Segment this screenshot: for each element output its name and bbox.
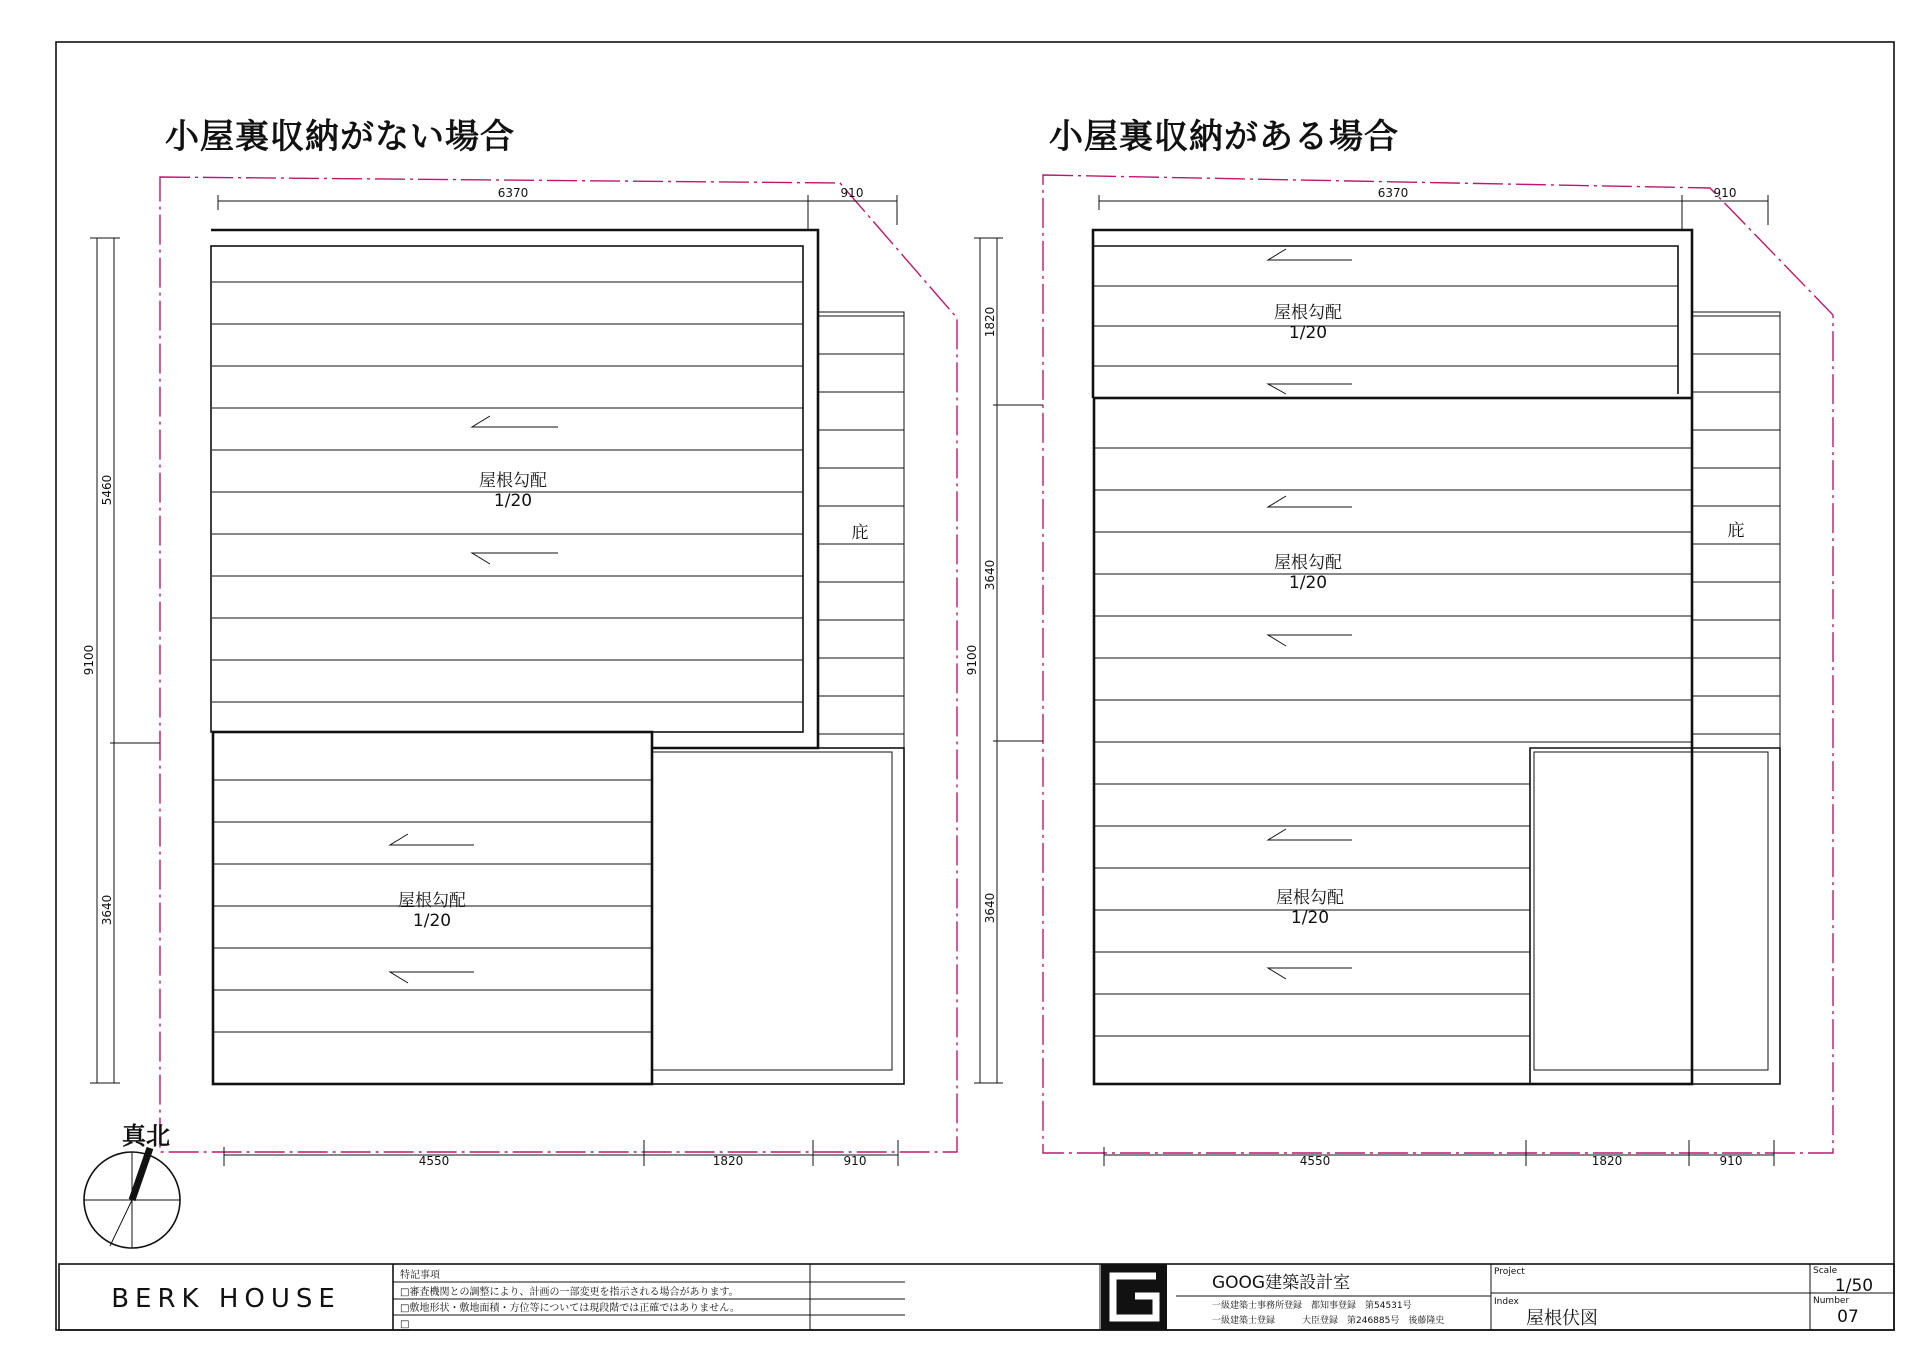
title-block <box>59 1264 1894 1330</box>
dim-left-total: 9100 <box>82 644 96 676</box>
roof-slope-value: 1/20 <box>493 491 533 511</box>
slope-arrow <box>1268 496 1352 507</box>
attic-roof-inner <box>1093 246 1678 394</box>
slope-arrow <box>472 416 558 427</box>
project-name: BERK HOUSE <box>111 1284 341 1314</box>
roof-slope-label: 屋根勾配 <box>479 471 547 491</box>
dim-top-main: 6370 <box>1377 186 1409 200</box>
plan-title: 小屋裏収納がある場合 <box>1049 117 1399 157</box>
number-caption: Number <box>1813 1296 1850 1306</box>
dim-bottom-a: 4550 <box>418 1154 450 1168</box>
garage-inner <box>1534 752 1768 1070</box>
note-line: □審査機関との調整により、計画の一部変更を指示される場合があります。 <box>400 1287 739 1298</box>
main-roof-slats <box>1095 448 1692 1036</box>
slope-arrow <box>390 834 474 845</box>
office-name: GOOG建築設計室 <box>1212 1273 1351 1293</box>
dim-left-mid: 3640 <box>983 559 997 591</box>
note-line: □ <box>400 1319 410 1330</box>
scale-value: 1/50 <box>1834 1276 1874 1296</box>
slope-arrow <box>472 553 558 564</box>
architect-registration: 一級建築士登録 大臣登録 第246885号 後藤隆史 <box>1212 1316 1445 1326</box>
dim-bottom-c: 910 <box>843 1154 867 1168</box>
roof-slope-value: 1/20 <box>1288 573 1328 593</box>
slope-arrow <box>1268 829 1352 840</box>
note-line: □敷地形状・敷地面積・方位等については現段階では正確ではありません。 <box>400 1303 740 1314</box>
roof-slope-label: 屋根勾配 <box>398 891 466 911</box>
index-caption: Index <box>1494 1297 1519 1307</box>
dim-bottom-b: 1820 <box>1591 1154 1623 1168</box>
property-line <box>160 177 957 1152</box>
eave-label: 庇 <box>1727 521 1745 541</box>
dim-left-upper: 1820 <box>983 306 997 338</box>
slope-arrow <box>1268 384 1352 394</box>
plan-title: 小屋裏収納がない場合 <box>165 117 515 157</box>
roof-slope-label: 屋根勾配 <box>1274 303 1342 323</box>
dim-top-right: 910 <box>840 186 864 200</box>
slope-arrow <box>1268 635 1352 646</box>
office-registration: 一級建築士事務所登録 都知事登録 第54531号 <box>1212 1301 1412 1311</box>
dim-bottom-b: 1820 <box>712 1154 744 1168</box>
eave-label: 庇 <box>851 523 869 543</box>
dim-left-total: 9100 <box>965 644 979 676</box>
dim-top-main: 6370 <box>497 186 529 200</box>
dim-top-right: 910 <box>1713 186 1737 200</box>
dim-left-lower: 3640 <box>100 894 114 926</box>
roof-slope-value: 1/20 <box>1288 323 1328 343</box>
dim-left-upper: 5460 <box>100 474 114 506</box>
index-value: 屋根伏図 <box>1526 1308 1598 1329</box>
plan-without-attic <box>82 117 957 1168</box>
north-arrow <box>84 1122 180 1248</box>
sheet-border <box>56 42 1894 1330</box>
slope-arrow <box>390 972 474 983</box>
slope-arrow <box>1268 249 1352 260</box>
roof-slope-value: 1/20 <box>412 911 452 931</box>
dim-bottom-a: 4550 <box>1299 1154 1331 1168</box>
north-label: 真北 <box>122 1122 170 1150</box>
dim-left-lower: 3640 <box>983 892 997 924</box>
office-logo <box>1101 1264 1167 1330</box>
notes-heading: 特記事項 <box>400 1270 440 1281</box>
slope-arrow <box>1268 968 1352 979</box>
property-line <box>1043 175 1833 1153</box>
number-value: 07 <box>1837 1307 1859 1327</box>
roof-slope-label: 屋根勾配 <box>1274 553 1342 573</box>
scale-caption: Scale <box>1813 1266 1838 1276</box>
main-roof-outline <box>1094 398 1692 1084</box>
garage-outline <box>1530 748 1780 1084</box>
roof-slope-label: 屋根勾配 <box>1276 888 1344 908</box>
attic-roof-slats <box>1094 286 1678 366</box>
garage-outline <box>652 748 904 1084</box>
garage-inner <box>652 752 892 1070</box>
attic-roof-outline <box>1093 230 1692 398</box>
roof-slope-value: 1/20 <box>1290 908 1330 928</box>
dim-bottom-c: 910 <box>1719 1154 1743 1168</box>
plan-with-attic <box>965 117 1833 1168</box>
project-caption: Project <box>1494 1267 1525 1277</box>
